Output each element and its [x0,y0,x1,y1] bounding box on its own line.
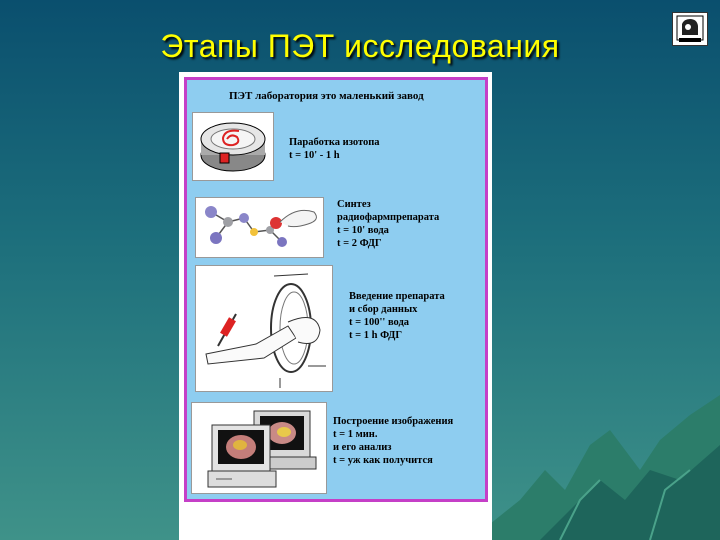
step-1-line-1: Паработка изотопа [289,137,380,148]
step-2-text [337,198,439,250]
step-1-line-2: t = 10' - 1 h [289,150,340,161]
step-3-line-3: t = 100'' вода [349,317,410,328]
step-3-line-2: и сбор данных [349,304,418,315]
figure-title: ПЭТ лаборатория это маленький завод [229,90,424,102]
step-4-line-4: t = уж как получится [333,455,433,466]
pet-scanner-icon [196,266,332,391]
scanner-image [195,265,333,392]
slide-title: Этапы ПЭТ исследования [160,28,560,64]
figure-panel [184,77,488,502]
step-3-line-4: t = 1 h ФДГ [349,330,403,341]
step-4-text [333,415,453,467]
step-2-line-1: Синтез [337,199,371,210]
workstation-image [191,402,327,494]
step-3-text [349,290,445,342]
computer-icon [192,403,326,493]
step-3-line-1: Введение препарата [349,291,445,302]
step-4-line-1: Построение изображения [333,416,454,427]
step-2-line-3: t = 10' вода [337,225,389,236]
cyclotron-image [192,112,274,181]
cyclotron-icon [193,113,273,180]
step-4-line-3: и его анализ [333,442,392,453]
step-2-line-4: t = 2 ФДГ [337,238,382,249]
step-4-line-2: t = 1 мин. [333,429,378,440]
molecule-icon [196,198,323,257]
synthesis-image [195,197,324,258]
step-1-text [289,136,380,162]
step-2-line-2: радиофармпрепарата [337,212,440,223]
